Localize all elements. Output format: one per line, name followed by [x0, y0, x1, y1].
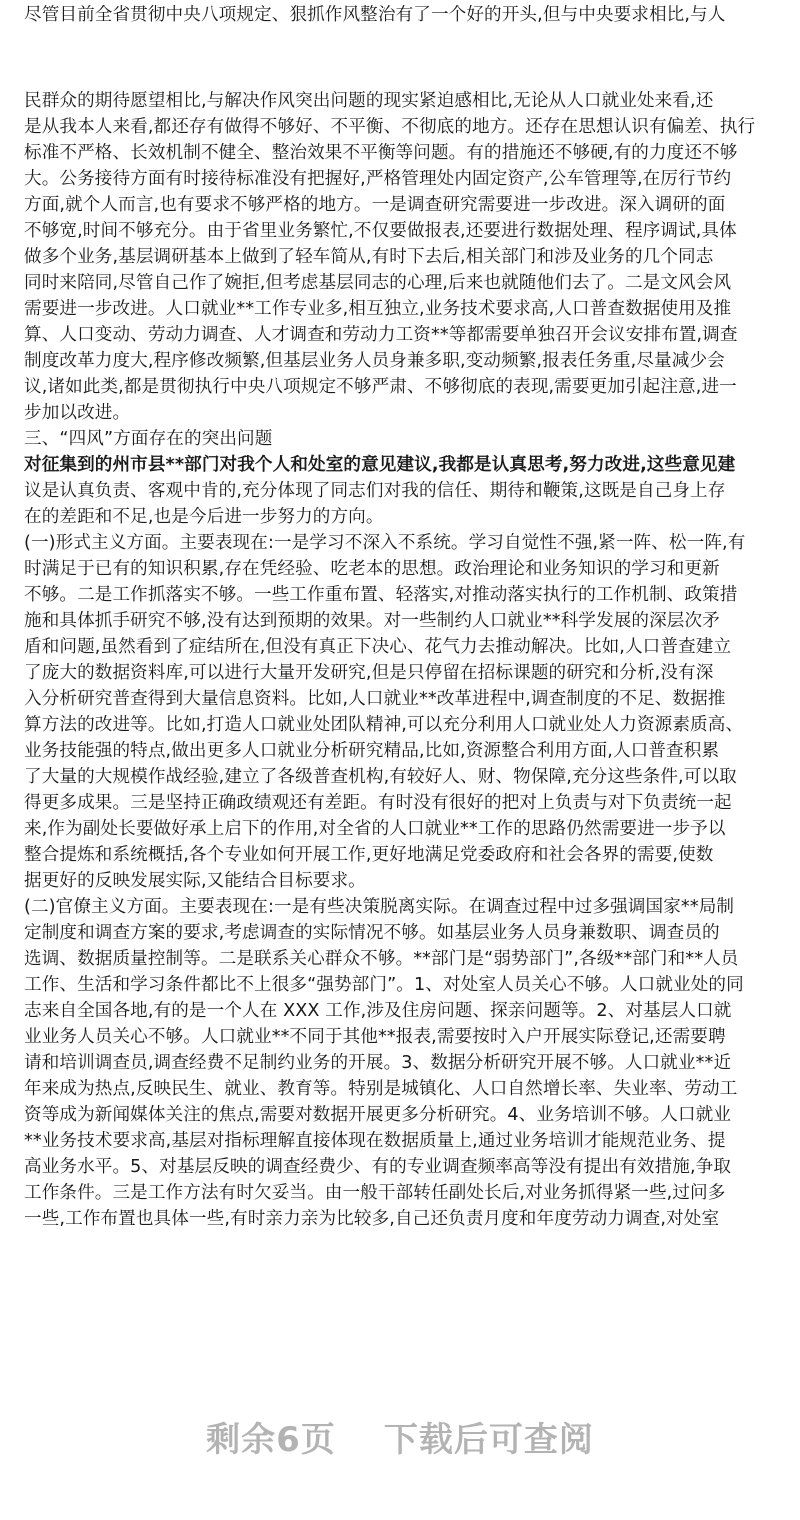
paragraph-line: 一些,工作布置也具体一些,有时亲力亲为比较多,自己还负责月度和年度劳动力调查,对处室 [24, 1209, 720, 1229]
paragraph-line: 不够。二是工作抓落实不够。一些工作重布置、轻落实,对推动落实执行的工作机制、政策措 [24, 585, 738, 605]
paragraph-line: 需要进一步改进。人口就业**工作专业多,相互独立,业务技术要求高,人口普查数据使用及推 [24, 299, 732, 319]
paragraph-line: 业务技能强的特点,做出更多人口就业分析研究精品,比如,资源整合利用方面,人口普查积累 [24, 741, 720, 761]
paragraph-line: 尽管目前全省贯彻中央八项规定、狠抓作风整治有了一个好的开头,但与中央要求相比,与人 [24, 5, 726, 25]
paragraph-line: 来,作为副处长要做好承上启下的作用,对全省的人口就业**工作的思路仍然需要进一步予以 [24, 819, 726, 839]
paragraph-line: 业业务人员关心不够。人口就业**不同于其他**报表,需要按时入户开展实际登记,还需要聘 [24, 1027, 726, 1047]
paragraph-line: 了庞大的数据资料库,可以进行大量开发研究,但是只停留在招标课题的研究和分析,没有深 [24, 663, 714, 683]
paragraph-line: 据更好的反映发展实际,又能结合目标要求。 [24, 871, 366, 891]
paragraph-line: **业务技术要求高,基层对指标理解直接体现在数据质量上,通过业务培训才能规范业务、提 [24, 1131, 726, 1151]
remaining-pages-banner[interactable] [0, 1410, 800, 1470]
paragraph-line: (二)官僚主义方面。主要表现在:一是有些决策脱离实际。在调查过程中过多强调国家**局制 [24, 897, 735, 917]
paragraph-line: 大。公务接待方面有时接待标准没有把握好,严格管理处内固定资产,公车管理等,在厉行节约 [24, 169, 732, 189]
download-to-view-text: 下载后可查阅 [383, 1420, 594, 1460]
paragraph-line: (一)形式主义方面。主要表现在:一是学习不深入不系统。学习自觉性不强,紧一阵、松一阵,有 [24, 533, 746, 553]
paragraph-line: 做多个业务,基层调研基本上做到了轻车简从,有时下去后,相关部门和涉及业务的几个同志 [24, 247, 714, 267]
paragraph-line: 算、人口变动、劳动力调查、人才调查和劳动力工资**等都需要单独召开会议安排布置,调查 [24, 325, 738, 345]
paragraph-line: 民群众的期待愿望相比,与解决作风突出问题的现实紧迫感相比,无论从人口就业处来看,还 [24, 91, 714, 111]
paragraph-line: 时满足于已有的知识积累,存在凭经验、吃老本的思想。政治理论和业务知识的学习和更新 [24, 559, 720, 579]
paragraph-line: 志来自全国各地,有的是一个人在 XXX 工作,涉及住房问题、探亲问题等。2、对基层人口就 [24, 1001, 732, 1021]
paragraph-line: 了大量的大规模作战经验,建立了各级普查机构,有较好人、财、物保障,充分这些条件,可以取 [24, 767, 737, 787]
paragraph-line: 选调、数据质量控制等。二是联系关心群众不够。**部门是“弱势部门”,各级**部门和**人员 [24, 949, 739, 969]
paragraph-line: 工作条件。三是工作方法有时欠妥当。由一般干部转任副处长后,对业务抓得紧一些,过问多 [24, 1183, 726, 1203]
paragraph-line: 制度改革力度大,程序修改频繁,但基层业务人员身兼多职,变动频繁,报表任务重,尽量减少会 [24, 351, 725, 371]
paragraph-line: 得更多成果。三是坚持正确政绩观还有差距。有时没有很好的把对上负责与对下负责统一起 [24, 793, 732, 813]
paragraph-line: 议,诸如此类,都是贯彻执行中央八项规定不够严肃、不够彻底的表现,需要更加引起注意,进一 [24, 377, 737, 397]
paragraph-line: 议是认真负责、客观中肯的,充分体现了同志们对我的信任、期待和鞭策,这既是自己身上存 [24, 481, 726, 501]
paragraph-line: 年来成为热点,反映民生、就业、教育等。特别是城镇化、人口自然增长率、失业率、劳动工 [24, 1079, 738, 1099]
paragraph-line: 盾和问题,虽然看到了症结所在,但没有真正下决心、花气力去推动解决。比如,人口普查建立 [24, 637, 732, 657]
paragraph-line: 在的差距和不足,也是今后进一步努力的方向。 [24, 507, 384, 527]
remaining-pages-text: 剩余6页 [206, 1420, 336, 1460]
paragraph-line: 不够宽,时间不够充分。由于省里业务繁忙,不仅要做报表,还要进行数据处理、程序调试,具体 [24, 221, 737, 241]
paragraph-line: 定制度和调查方案的要求,考虑调查的实际情况不够。如基层业务人员身兼数职、调查员的 [24, 923, 720, 943]
paragraph-line: 同时来陪同,尽管自己作了婉拒,但考虑基层同志的心理,后来也就随他们去了。二是文风会风 [24, 273, 732, 293]
paragraph-line: 标准不严格、长效机制不健全、整治效果不平衡等问题。有的措施还不够硬,有的力度还不够 [24, 143, 738, 163]
paragraph-line: 高业务水平。5、对基层反映的调查经费少、有的专业调查频率高等没有提出有效措施,争取 [24, 1157, 732, 1177]
paragraph-line: 请和培训调查员,调查经费不足制约业务的开展。3、数据分析研究开展不够。人口就业**近 [24, 1053, 732, 1073]
paragraph-line: 施和具体抓手研究不够,没有达到预期的效果。对一些制约人口就业**科学发展的深层次矛 [24, 611, 720, 631]
paragraph-line: 算方法的改进等。比如,打造人口就业处团队精神,可以充分利用人口就业处人力资源素质高、 [24, 715, 744, 735]
paragraph-line: 入分析研究普查得到大量信息资料。比如,人口就业**改革进程中,调查制度的不足、数据推 [24, 689, 726, 709]
paragraph-line: 是从我本人来看,都还存有做得不够好、不平衡、不彻底的地方。还存在思想认识有偏差、执行 [24, 117, 756, 137]
section-heading: 对征集到的州市县**部门对我个人和处室的意见建议,我都是认真思考,努力改进,这些意见建 [24, 455, 736, 475]
paragraph-line: 整合提炼和系统概括,各个专业如何开展工作,更好地满足党委政府和社会各界的需要,使数 [24, 845, 714, 865]
paragraph-line: 步加以改进。 [24, 403, 131, 423]
paragraph-line: 三、“四风”方面存在的突出问题 [24, 429, 273, 449]
paragraph-line: 方面,就个人而言,也有要求不够严格的地方。一是调查研究需要进一步改进。深入调研的面 [24, 195, 726, 215]
paragraph-line: 资等成为新闻媒体关注的焦点,需要对数据开展更多分析研究。4、业务培训不够。人口就业 [24, 1105, 732, 1125]
paragraph-line: 工作、生活和学习条件都比不上很多“强势部门”。1、对处室人员关心不够。人口就业处的同 [24, 975, 744, 995]
